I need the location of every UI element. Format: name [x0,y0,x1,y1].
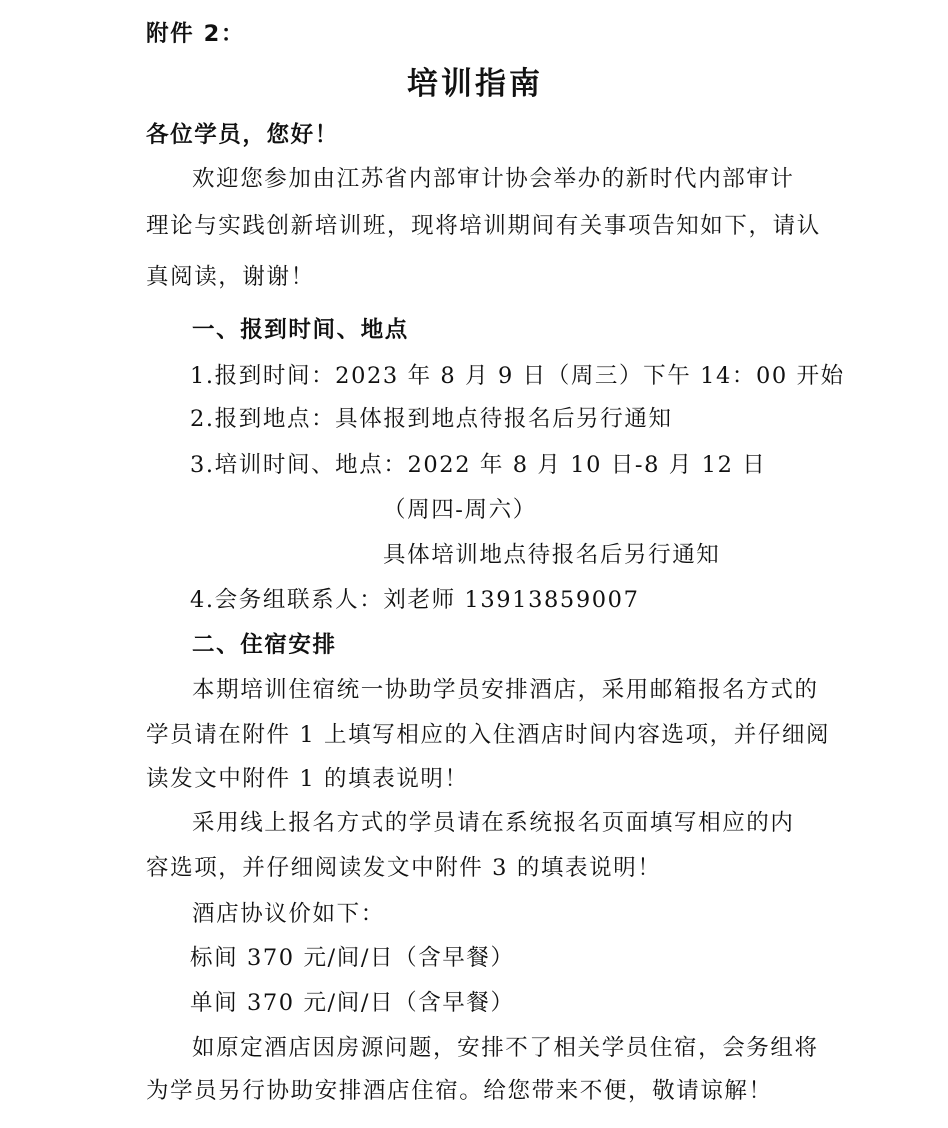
section1-item: 3.培训时间、地点：2022 年 8 月 10 日-8 月 12 日 [190,452,767,478]
section1-subline: 具体培训地点待报名后另行通知 [383,542,721,568]
section2-para1-line: 本期培训住宿统一协助学员安排酒店，采用邮箱报名方式的 [192,677,819,703]
page-title: 培训指南 [407,66,543,102]
contact-line: 4.会务组联系人：刘老师 13913859007 [190,587,640,613]
intro-line: 真阅读，谢谢！ [146,264,315,290]
section1-heading: 一、报到时间、地点 [192,317,409,343]
section2-para1-line: 读发文中附件 1 的填表说明！ [146,766,469,792]
intro-line: 理论与实践创新培训班，现将培训期间有关事项告知如下，请认 [146,213,821,239]
section1-item: 2.报到地点：具体报到地点待报名后另行通知 [190,406,673,432]
section2-heading: 二、住宿安排 [192,632,337,658]
section2-para3-line: 为学员另行协助安排酒店住宿。给您带来不便，敬请谅解！ [146,1078,773,1104]
section1-subline: （周四-周六） [383,497,537,523]
price-intro: 酒店协议价如下： [192,901,385,927]
section2-para2-line: 容选项，并仔细阅读发文中附件 3 的填表说明！ [146,855,662,881]
attachment-label: 附件 2： [146,21,245,47]
section1-item: 1.报到时间：2023 年 8 月 9 日（周三）下午 14：00 开始 [190,363,845,389]
price-line: 标间 370 元/间/日（含早餐） [190,945,515,971]
greeting: 各位学员，您好！ [146,122,339,148]
price-line: 单间 370 元/间/日（含早餐） [190,990,515,1016]
section2-para2-line: 采用线上报名方式的学员请在系统报名页面填写相应的内 [192,810,795,836]
section2-para3-line: 如原定酒店因房源问题，安排不了相关学员住宿，会务组将 [192,1035,819,1061]
section2-para1-line: 学员请在附件 1 上填写相应的入住酒店时间内容选项，并仔细阅 [146,722,831,748]
intro-line: 欢迎您参加由江苏省内部审计协会举办的新时代内部审计 [192,166,795,192]
